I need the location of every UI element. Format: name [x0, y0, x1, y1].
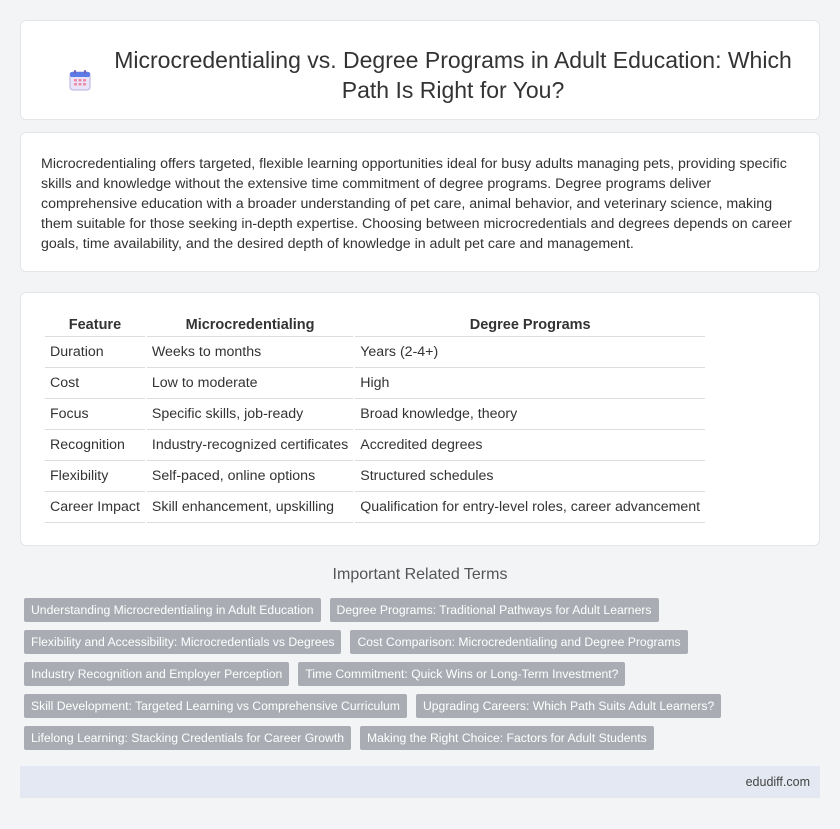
comparison-card	[20, 292, 820, 546]
table-cell: Years (2-4+)	[355, 337, 705, 368]
footer	[20, 766, 820, 798]
related-term-tag[interactable]: Lifelong Learning: Stacking Credentials for Career Growth	[24, 726, 351, 750]
header-microcredentialing: Microcredentialing	[147, 314, 353, 337]
table-cell: Structured schedules	[355, 461, 705, 492]
table-cell: Career Impact	[45, 492, 145, 523]
table-cell: Qualification for entry-level roles, career advancement	[355, 492, 705, 523]
table-cell: Weeks to months	[147, 337, 353, 368]
related-term-tag[interactable]: Skill Development: Targeted Learning vs Comprehensive Curriculum	[24, 694, 407, 718]
title-card	[20, 20, 820, 120]
table-cell: High	[355, 368, 705, 399]
table-cell: Specific skills, job-ready	[147, 399, 353, 430]
related-term-tag[interactable]: Flexibility and Accessibility: Microcredentials vs Degrees	[24, 630, 341, 654]
related-term-tag[interactable]: Industry Recognition and Employer Perception	[24, 662, 289, 686]
related-term-tag[interactable]: Making the Right Choice: Factors for Adult Students	[360, 726, 654, 750]
related-term-tag[interactable]: Cost Comparison: Microcredentialing and Degree Programs	[350, 630, 687, 654]
table-cell: Cost	[45, 368, 145, 399]
header-feature: Feature	[45, 314, 145, 337]
comparison-table	[43, 314, 707, 523]
related-term-tag[interactable]: Degree Programs: Traditional Pathways for Adult Learners	[330, 598, 659, 622]
related-terms-heading: Important Related Terms	[332, 566, 508, 583]
calendar-icon	[68, 68, 92, 92]
table-cell: Skill enhancement, upskilling	[147, 492, 353, 523]
table-row	[45, 430, 705, 461]
header-degree-programs: Degree Programs	[355, 314, 705, 337]
table-cell: Self-paced, online options	[147, 461, 353, 492]
table-cell: Industry-recognized certificates	[147, 430, 353, 461]
intro-paragraph: Microcredentialing offers targeted, flexible learning opportunities ideal for busy adults managing pets, providing specific skills and knowledge without the extensive time commitment of degree programs. Degree programs deliver comprehensive education with a broader understanding of pet care, animal behavior, and veterinary science, making them suitable for those seeking in-depth expertise. Choosing between microcredentials and degrees depends on career goals, time availability, and the desired depth of knowledge in adult pet care and management.	[41, 156, 792, 252]
footer-site-link[interactable]: edudiff.com	[745, 775, 810, 789]
related-terms-list	[24, 598, 824, 758]
table-row	[45, 461, 705, 492]
table-cell: Broad knowledge, theory	[355, 399, 705, 430]
related-term-tag[interactable]: Upgrading Careers: Which Path Suits Adult Learners?	[416, 694, 721, 718]
table-row	[45, 337, 705, 368]
related-term-tag[interactable]: Understanding Microcredentialing in Adult Education	[24, 598, 321, 622]
table-cell: Focus	[45, 399, 145, 430]
table-cell: Flexibility	[45, 461, 145, 492]
page-title: Microcredentialing vs. Degree Programs in Adult Education: Which Path Is Right for You?	[114, 47, 792, 103]
table-row	[45, 399, 705, 430]
table-cell: Accredited degrees	[355, 430, 705, 461]
table-cell: Low to moderate	[147, 368, 353, 399]
intro-card	[20, 132, 820, 272]
table-row	[45, 492, 705, 523]
table-row	[45, 368, 705, 399]
table-cell: Recognition	[45, 430, 145, 461]
table-cell: Duration	[45, 337, 145, 368]
related-term-tag[interactable]: Time Commitment: Quick Wins or Long-Term Investment?	[298, 662, 625, 686]
table-header-row	[45, 314, 705, 337]
